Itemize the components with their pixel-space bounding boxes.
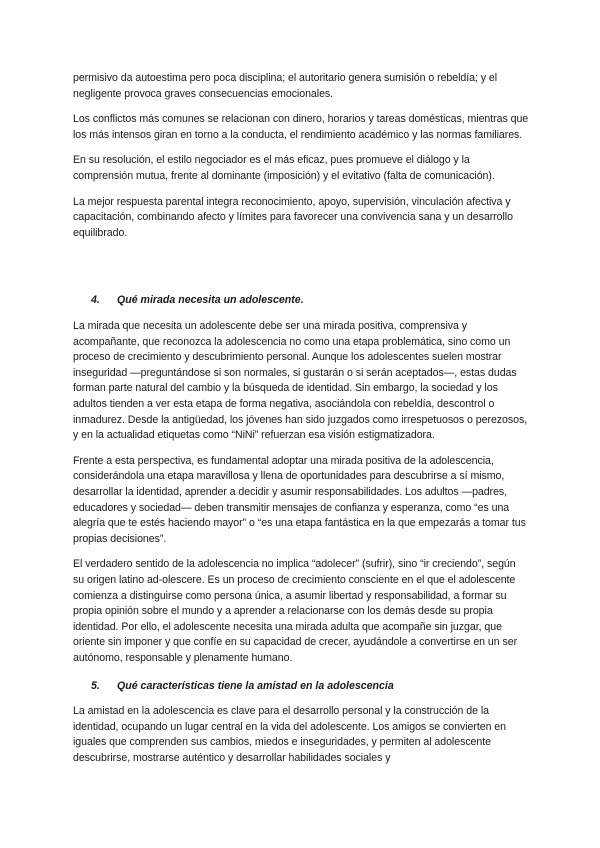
section-5-heading xyxy=(91,679,394,695)
section-5-number: 5. xyxy=(91,680,100,692)
section-5-body xyxy=(73,704,529,776)
paragraph-amistad: La amistad en la adolescencia es clave para el desarrollo personal y la construcción de la identidad, ocupando un lugar central en la vida del adolescente. Los amigos se convierten en iguales que comprenden sus cambios, miedos e inseguridades, y permiten al adolescente descubrirse, mostrarse auténtico y desarrollar habilidades sociales y xyxy=(73,705,506,764)
section-4-heading xyxy=(91,293,304,309)
paragraph-resolution: En su resolución, el estilo negociador es el más eficaz, pues promueve el diálogo y la comprensión mutua, frente al dominante (imposición) y el evitativo (falta de comunicación). xyxy=(73,154,495,182)
paragraph-parenting-styles: permisivo da autoestima pero poca disciplina; el autoritario genera sumisión o rebeldía; y el negligente provoca graves consecuencias emocionales. xyxy=(73,72,498,100)
section-4-number: 4. xyxy=(91,294,100,306)
paragraph-parental-response: La mejor respuesta parental integra reconocimiento, apoyo, supervisión, vinculación afectiva y capacitación, combinando afecto y límites para favorecer una convivencia sana y un desarrollo equilibrado. xyxy=(73,195,513,239)
section-4-title: Qué mirada necesita un adolescente. xyxy=(117,294,304,306)
paragraph-sentido: El verdadero sentido de la adolescencia no implica “adolecer” (sufrir), sino “ir creciendo”, según su origen latino ad-olescere. Es un proceso de crecimiento consciente en el que el adolescente comienza a distinguirse como persona única, a asumir libertad y responsabilidad, a formar su propia opinión sobre el mundo y a aprender a relacionarse con los demás desde su propia identidad. Por ello, el adolescente necesita una mirada adulta que acompañe sin juzgar, que oriente sin imponer y que confíe en su capacidad de crecer, ayudándole a convertirse en un ser autónomo, responsable y plenamente humano. xyxy=(73,558,518,664)
section-5-title: Qué características tiene la amistad en la adolescencia xyxy=(117,680,394,692)
paragraph-conflicts: Los conflictos más comunes se relacionan con dinero, horarios y tareas domésticas, mientras que los más intensos giran en torno a la conducta, el rendimiento académico y las normas familiares. xyxy=(73,113,529,141)
paragraph-perspectiva: Frente a esta perspectiva, es fundamental adoptar una mirada positiva de la adolescencia, considerándola una etapa maravillosa y llena de oportunidades para descubrirse a sí mismo, desarrollar la identidad, aprender a decidir y asumir responsabilidades. Los adultos —padres, educadores y sociedad— deben transmitir mensajes de confianza y esperanza, como “es una alegría que te estés haciendo mayor” o “es una etapa fantástica en la que empezarás a tomar tus propias decisiones”. xyxy=(73,454,526,545)
section-4-body xyxy=(73,319,529,676)
intro-paragraphs xyxy=(73,71,529,251)
paragraph-mirada-positiva: La mirada que necesita un adolescente debe ser una mirada positiva, comprensiva y acompañante, que reconozca la adolescencia no como una etapa problemática, sino como un proceso de crecimiento y descubrimiento personal. Aunque los adolescentes suelen mostrar inseguridad —preguntándose si son normales, si gustarán o si serán aceptados—, estas dudas forman parte natural del cambio y la búsqueda de identidad. Sin embargo, la sociedad y los adultos tienden a ver esta etapa de forma negativa, asociándola con rebeldía, descontrol o inmadurez. Desde la antigüedad, los jóvenes han sido juzgados como irrespetuosos o perezosos, y en la actualidad etiquetas como “NiNi” refuerzan esa visión estigmatizadora. xyxy=(73,320,528,442)
